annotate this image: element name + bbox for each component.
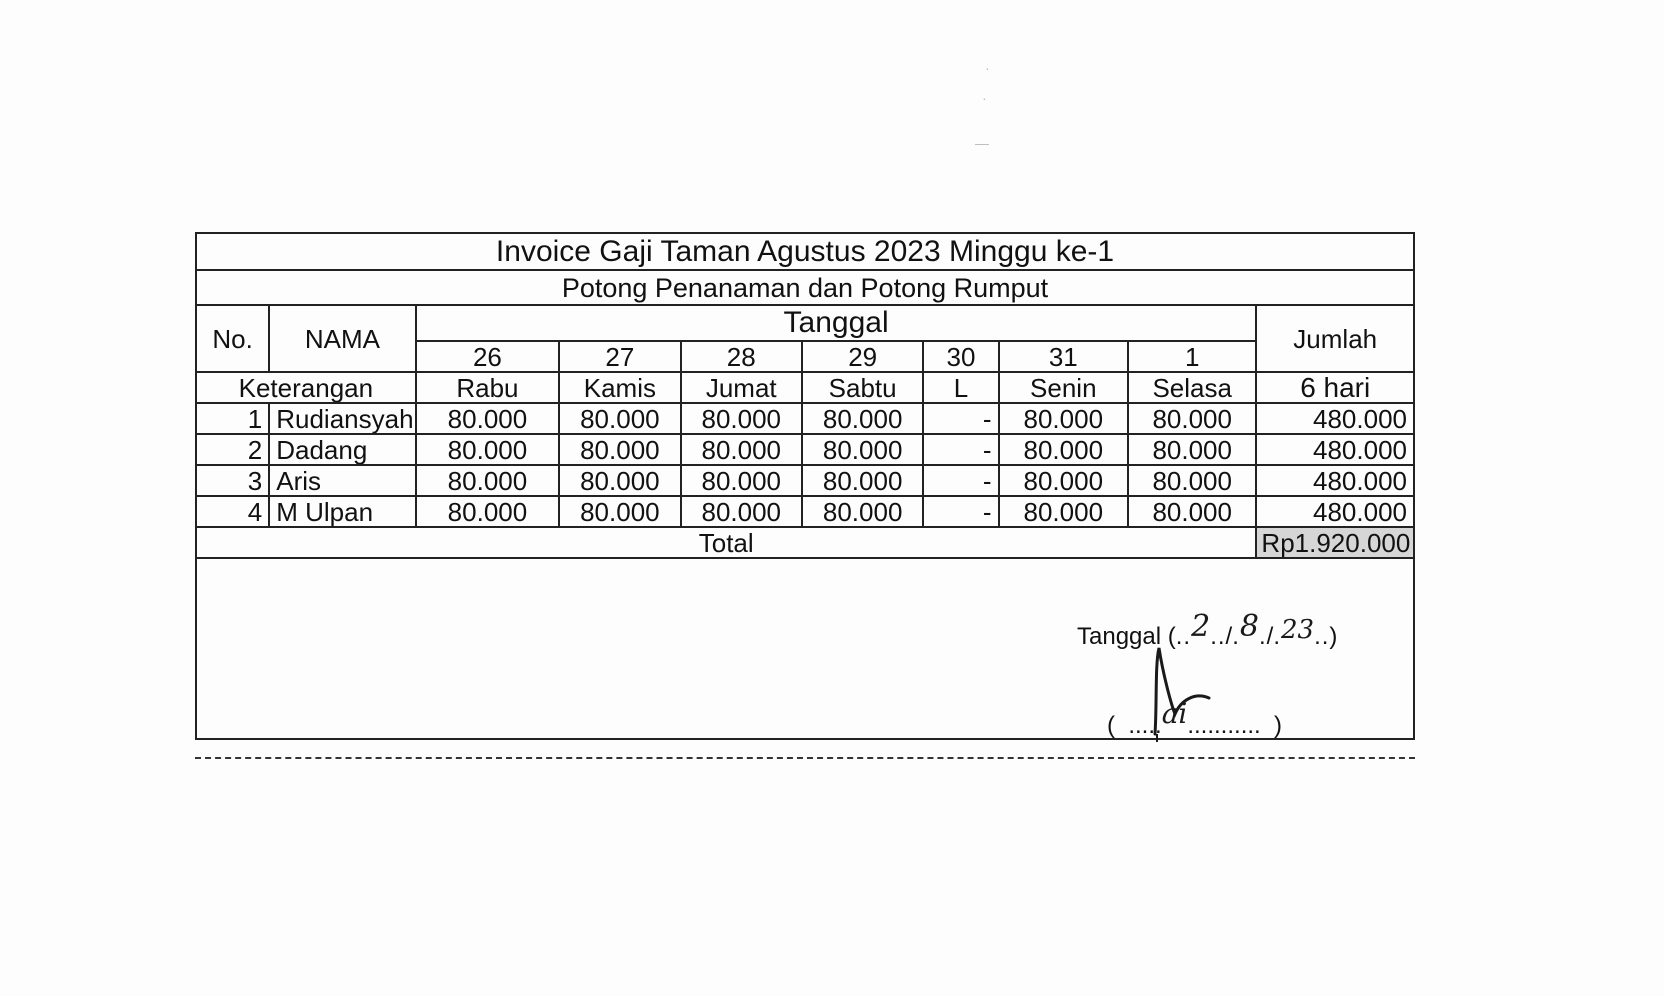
row-value: 80.000 xyxy=(416,434,559,465)
date-cell: 30 xyxy=(923,341,998,372)
signature-area xyxy=(197,579,1413,739)
signature-name-line: ( .....ai........... ) xyxy=(1107,697,1283,739)
header-keterangan: Keterangan xyxy=(197,372,416,403)
hand-year: 23 xyxy=(1280,615,1315,645)
row-value: 80.000 xyxy=(681,465,802,496)
header-nama: NAMA xyxy=(269,305,415,372)
row-jumlah: 480.000 xyxy=(1256,434,1413,465)
header-tanggal: Tanggal xyxy=(416,305,1257,341)
hand-month: 8 xyxy=(1239,609,1259,644)
row-value: 80.000 xyxy=(681,434,802,465)
row-jumlah: 480.000 xyxy=(1256,465,1413,496)
date-separator: / xyxy=(1266,623,1274,650)
invoice-title: Invoice Gaji Taman Agustus 2023 Minggu ke-1 xyxy=(197,234,1413,270)
table-row xyxy=(197,465,1413,496)
invoice-subtitle: Potong Penanaman dan Potong Rumput xyxy=(197,270,1413,305)
row-jumlah: 480.000 xyxy=(1256,403,1413,434)
day-cell: Selasa xyxy=(1128,372,1256,403)
row-value: - xyxy=(923,403,998,434)
day-cell: Kamis xyxy=(559,372,680,403)
row-value: 80.000 xyxy=(681,496,802,527)
row-nama: Aris xyxy=(269,465,415,496)
table-row xyxy=(197,434,1413,465)
row-value: 80.000 xyxy=(999,434,1128,465)
row-value: 80.000 xyxy=(559,465,680,496)
invoice-box xyxy=(195,232,1415,740)
row-value: 80.000 xyxy=(559,434,680,465)
header-no: No. xyxy=(197,305,269,372)
total-value: Rp1.920.000 xyxy=(1256,527,1413,558)
row-value: 80.000 xyxy=(1128,434,1256,465)
row-value: 80.000 xyxy=(802,403,923,434)
row-value: 80.000 xyxy=(999,496,1128,527)
date-cell: 1 xyxy=(1128,341,1256,372)
row-no: 4 xyxy=(197,496,269,527)
row-value: 80.000 xyxy=(802,434,923,465)
row-jumlah: 480.000 xyxy=(1256,496,1413,527)
row-no: 2 xyxy=(197,434,269,465)
invoice-table xyxy=(197,234,1413,559)
cut-line xyxy=(195,757,1415,759)
row-value: 80.000 xyxy=(999,465,1128,496)
row-value: 80.000 xyxy=(416,465,559,496)
jumlah-hari: 6 hari xyxy=(1256,372,1413,403)
row-nama: M Ulpan xyxy=(269,496,415,527)
name-close-paren: ) xyxy=(1274,712,1283,739)
row-value: 80.000 xyxy=(802,496,923,527)
row-value: 80.000 xyxy=(559,403,680,434)
day-cell: Jumat xyxy=(681,372,802,403)
scan-speck: · xyxy=(982,90,987,106)
row-value: - xyxy=(923,496,998,527)
scan-speck: · xyxy=(985,60,990,76)
day-cell: Senin xyxy=(999,372,1128,403)
hand-day: 2 xyxy=(1191,609,1211,644)
date-label: Tanggal xyxy=(1077,623,1162,650)
row-value: 80.000 xyxy=(559,496,680,527)
table-row xyxy=(197,403,1413,434)
day-cell: L xyxy=(923,372,998,403)
date-separator: / xyxy=(1225,623,1233,650)
date-cell: 28 xyxy=(681,341,802,372)
row-value: 80.000 xyxy=(681,403,802,434)
row-value: 80.000 xyxy=(1128,496,1256,527)
row-no: 1 xyxy=(197,403,269,434)
date-cell: 29 xyxy=(802,341,923,372)
row-value: 80.000 xyxy=(802,465,923,496)
day-cell: Rabu xyxy=(416,372,559,403)
row-value: - xyxy=(923,434,998,465)
date-close-paren: ) xyxy=(1329,623,1338,650)
row-value: 80.000 xyxy=(1128,403,1256,434)
date-cell: 27 xyxy=(559,341,680,372)
total-label: Total xyxy=(197,527,1256,558)
scan-speck: — xyxy=(975,135,989,151)
header-jumlah: Jumlah xyxy=(1256,305,1413,372)
row-nama: Dadang xyxy=(269,434,415,465)
row-no: 3 xyxy=(197,465,269,496)
hand-name: ai xyxy=(1161,697,1188,730)
row-value: 80.000 xyxy=(1128,465,1256,496)
date-open-paren: ( xyxy=(1167,623,1176,650)
row-value: 80.000 xyxy=(999,403,1128,434)
row-value: - xyxy=(923,465,998,496)
row-value: 80.000 xyxy=(416,496,559,527)
signature-date: Tanggal (..2../.8./.23..) xyxy=(1077,609,1338,650)
date-cell: 31 xyxy=(999,341,1128,372)
day-cell: Sabtu xyxy=(802,372,923,403)
name-open-paren: ( xyxy=(1107,712,1115,739)
row-value: 80.000 xyxy=(416,403,559,434)
date-cell: 26 xyxy=(416,341,559,372)
row-nama: Rudiansyah xyxy=(269,403,415,434)
table-row xyxy=(197,496,1413,527)
